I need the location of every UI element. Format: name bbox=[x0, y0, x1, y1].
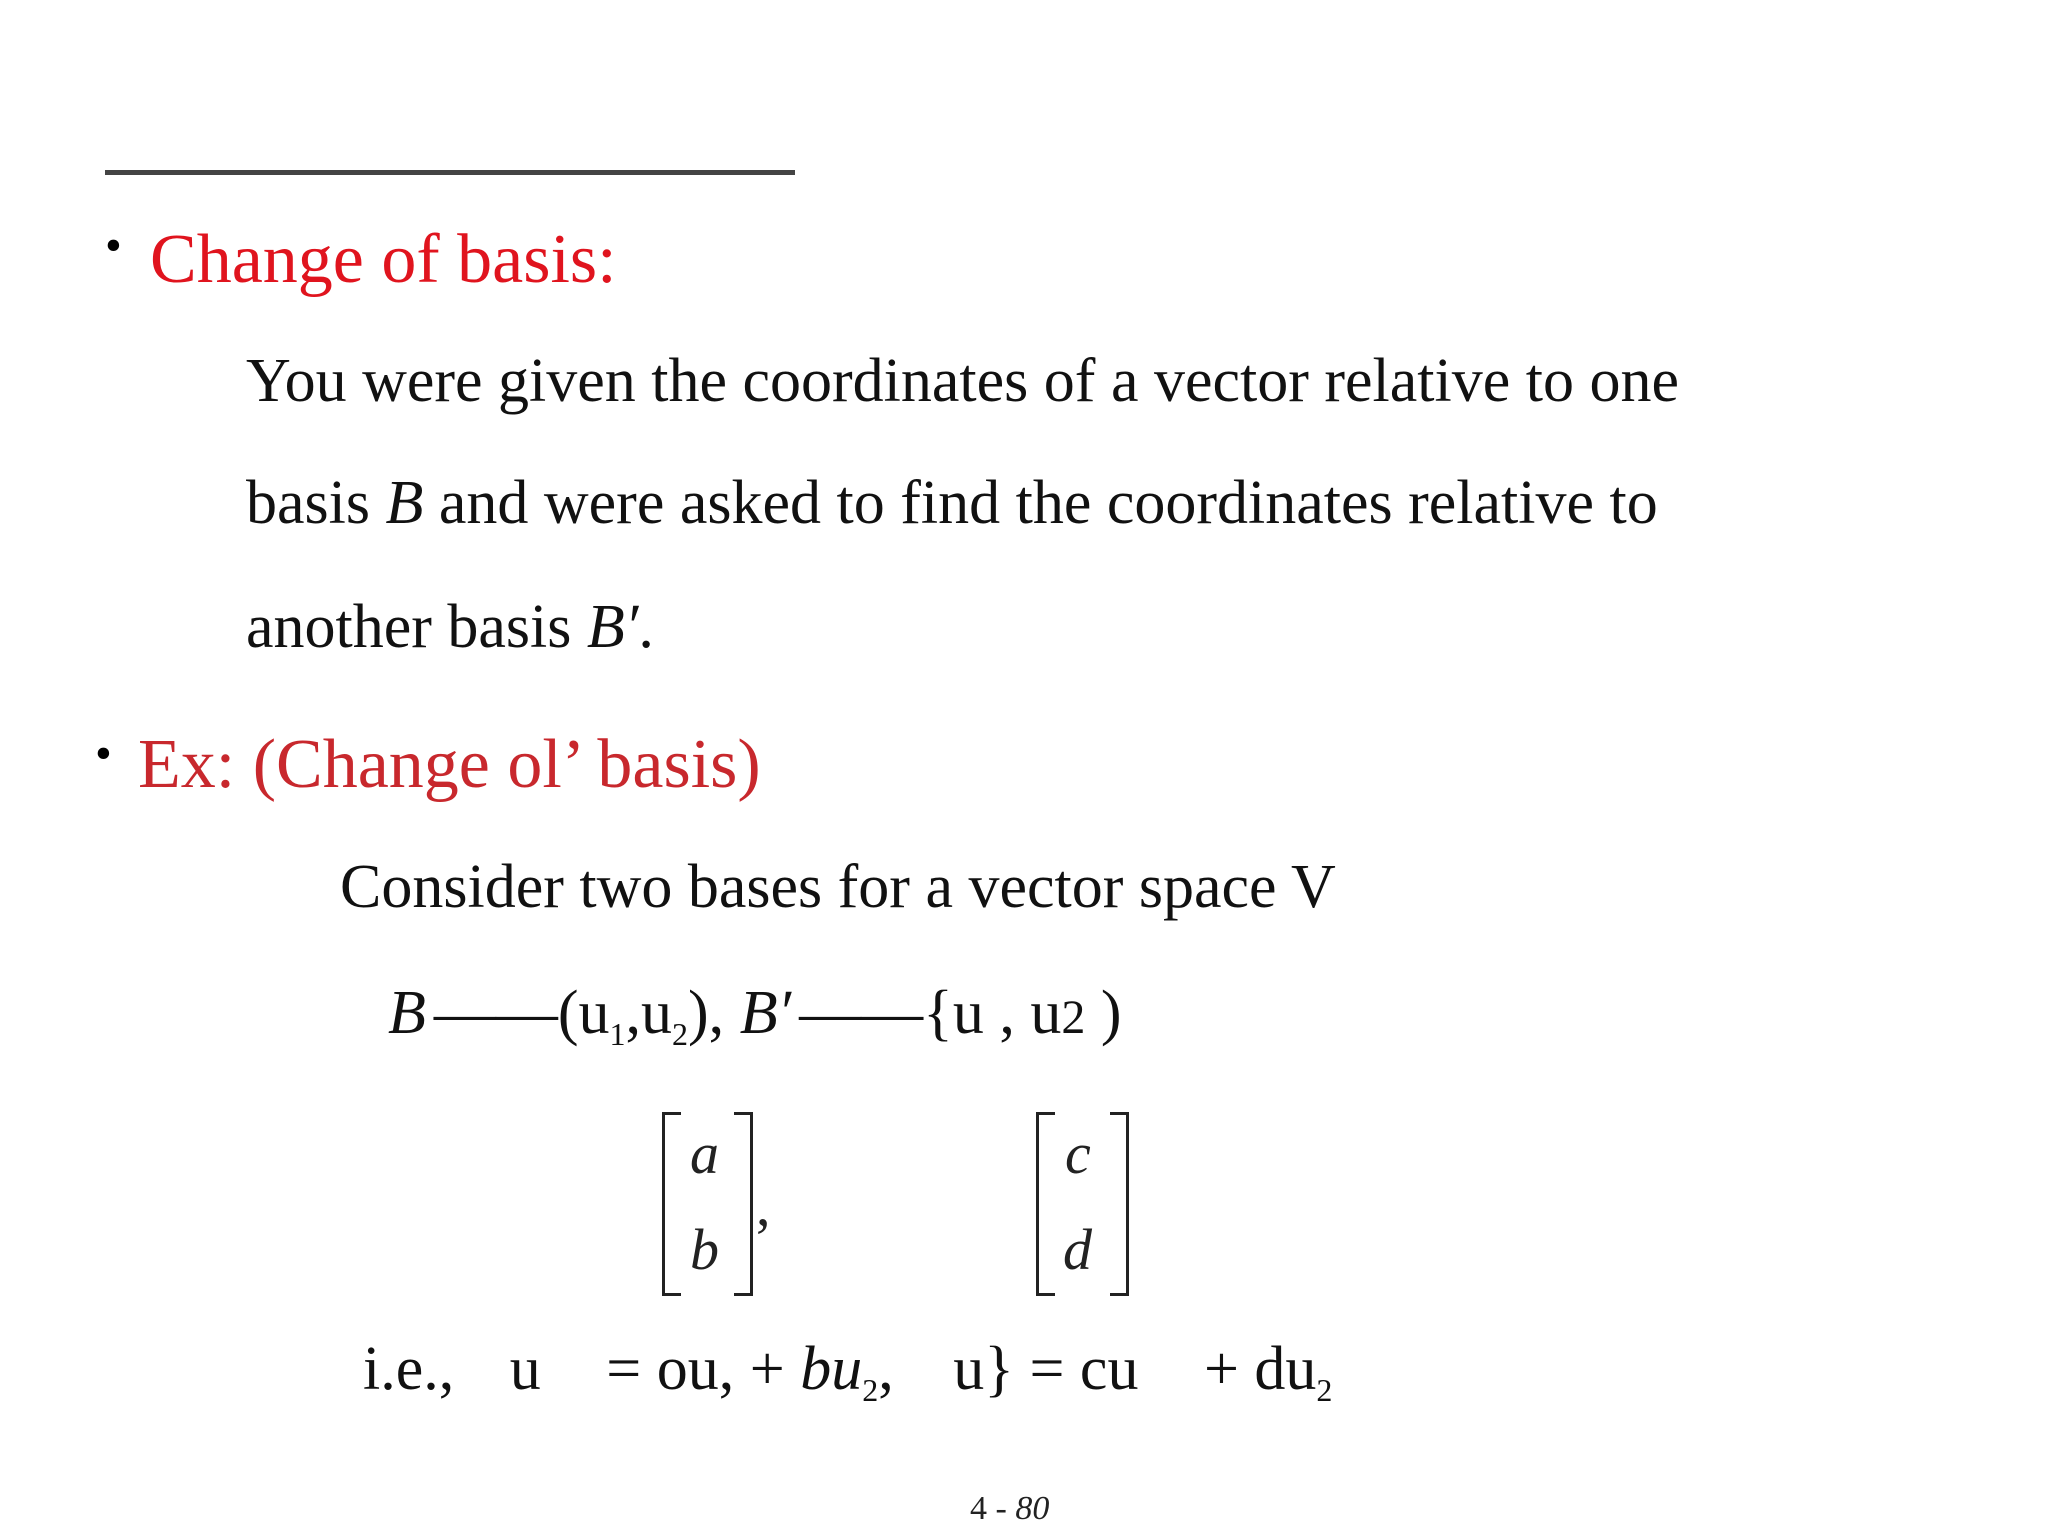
basis-bprime-vectors: ) bbox=[1085, 979, 1122, 1047]
heading-example: Ex: (Change ol’ basis) bbox=[138, 726, 761, 803]
paragraph-line-1 bbox=[246, 347, 1679, 415]
para-text-2a: basis bbox=[246, 469, 386, 537]
page-number bbox=[970, 1490, 1049, 1528]
para-text-3b: . bbox=[638, 593, 654, 661]
matrix-ab-top: a bbox=[690, 1121, 719, 1186]
page-number-prefix: 4 - bbox=[970, 1490, 1016, 1527]
basis-b-symbol: B bbox=[388, 979, 426, 1047]
page-number-value: 80 bbox=[1015, 1490, 1050, 1527]
subscript: 1 bbox=[609, 1016, 626, 1052]
consider-text: Consider two bases for a vector space V bbox=[340, 853, 1336, 921]
para-basis-b: B bbox=[385, 469, 424, 537]
bullet-icon: • bbox=[105, 219, 122, 272]
comma: , bbox=[878, 1335, 894, 1403]
matrix-ab-comma: , bbox=[756, 1173, 771, 1238]
heading-change-of-basis: Change of basis: bbox=[150, 221, 617, 298]
matrix-ab-bottom: b bbox=[690, 1217, 719, 1282]
equation-1: = ou, + bbox=[606, 1335, 785, 1403]
subscript: 2 bbox=[862, 1372, 879, 1408]
term-bu: bu bbox=[800, 1335, 863, 1403]
paragraph-line-3 bbox=[246, 593, 654, 661]
dash: —— bbox=[799, 979, 924, 1047]
para-text-3a: another basis bbox=[246, 593, 587, 661]
vector-u-prime: u} bbox=[953, 1335, 1014, 1403]
bracket-left bbox=[662, 1112, 681, 1296]
basis-bprime-vectors: {u , u bbox=[923, 979, 1062, 1047]
para-text-2b: and were asked to find the coordinates relative to bbox=[423, 469, 1658, 537]
bracket-right bbox=[1110, 1112, 1129, 1296]
basis-b-vectors: ), bbox=[688, 979, 740, 1047]
term-du: + du bbox=[1203, 1335, 1317, 1403]
para-text-1: You were given the coordinates of a vector relative to one bbox=[246, 347, 1679, 415]
para-basis-bprime: B′ bbox=[586, 593, 639, 661]
basis-b-vectors: ,u bbox=[625, 979, 673, 1047]
equation-2: = cu bbox=[1029, 1335, 1139, 1403]
basis-bprime-symbol: B′ bbox=[739, 979, 792, 1047]
subscript: 2 bbox=[1061, 991, 1086, 1044]
subscript: 2 bbox=[1316, 1372, 1333, 1408]
ie-label: i.e., bbox=[363, 1335, 455, 1403]
basis-b-vectors: (u bbox=[557, 979, 610, 1047]
bullet-icon: • bbox=[95, 727, 112, 780]
bracket-left bbox=[1036, 1112, 1055, 1296]
subscript: 2 bbox=[672, 1016, 689, 1052]
bases-line bbox=[388, 979, 1122, 1052]
matrix-cd-bottom: d bbox=[1063, 1217, 1092, 1282]
dash: —— bbox=[433, 979, 558, 1047]
ie-line bbox=[363, 1335, 1333, 1408]
header-rule bbox=[105, 170, 795, 175]
bracket-right bbox=[734, 1112, 753, 1296]
matrix-cd-top: c bbox=[1065, 1121, 1091, 1186]
vector-u: u bbox=[509, 1335, 541, 1403]
paragraph-line-2 bbox=[246, 469, 1658, 537]
